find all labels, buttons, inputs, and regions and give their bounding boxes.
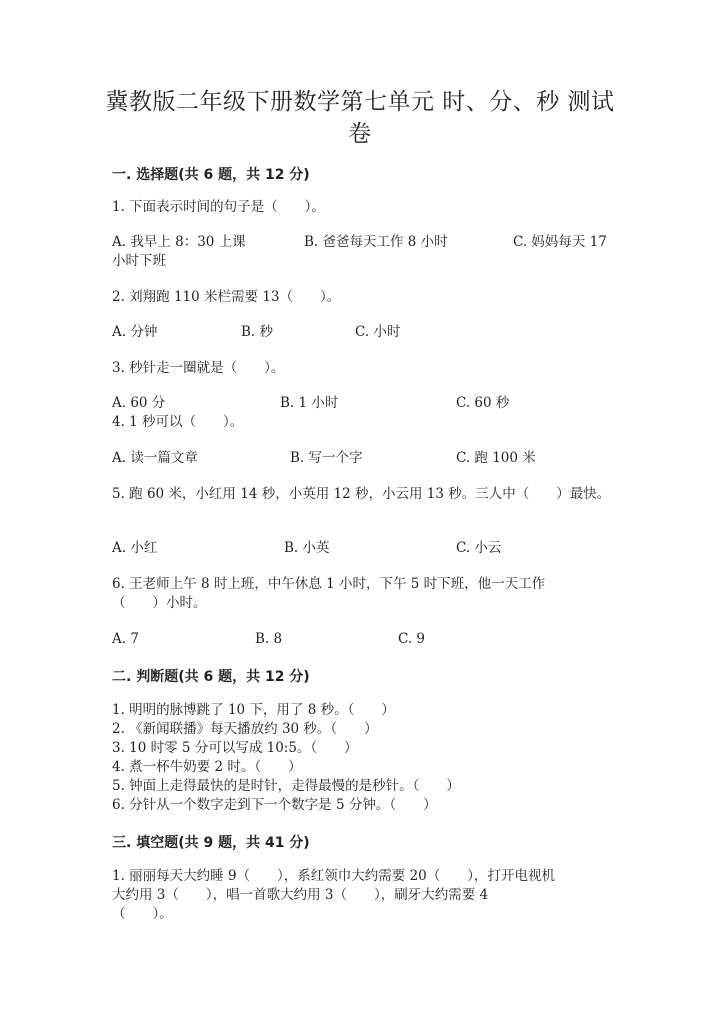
question-6-stem: 6. 王老师上午 8 时上班，中午休息 1 小时，下午 5 时下班，他一天工作 xyxy=(112,576,546,592)
question-1-stem: 1. 下面表示时间的句子是（ ）。 xyxy=(112,199,325,215)
fill-question-1-line-2: 大约用 3（ ），唱一首歌大约用 3（ ），刷牙大约需要 4 xyxy=(112,887,489,903)
question-4-option-c: C. 跑 100 米 xyxy=(456,450,536,466)
fill-question-1-line-1: 1. 丽丽每天大约睡 9（ ），系红领巾大约需要 20（ ），打开电视机 xyxy=(112,868,556,884)
question-3-option-c: C. 60 秒 xyxy=(456,395,510,411)
page-title xyxy=(100,86,620,150)
question-1-option-c-continued: 小时下班 xyxy=(112,253,166,269)
title-line-1: 冀教版二年级下册数学第七单元 时、分、秒 测试 xyxy=(105,89,615,115)
question-2-option-b: B. 秒 xyxy=(241,324,274,340)
question-2-stem: 2. 刘翔跑 110 米栏需要 13（ ）。 xyxy=(112,289,341,305)
question-5-option-b: B. 小英 xyxy=(284,540,330,556)
question-5-stem: 5. 跑 60 米，小红用 14 秒，小英用 12 秒，小云用 13 秒。三人中（ ）最快。 xyxy=(112,486,611,502)
question-6-stem-continued: （ ）小时。 xyxy=(112,595,207,611)
section-heading-judge: 二. 判断题(共 6 题，共 12 分) xyxy=(112,669,310,685)
question-6-option-b: B. 8 xyxy=(255,631,283,647)
question-3-option-b: B. 1 小时 xyxy=(280,395,339,411)
question-2-option-a: A. 分钟 xyxy=(112,324,158,340)
question-4-option-a: A. 读一篇文章 xyxy=(112,450,198,466)
question-1-option-c: C. 妈妈每天 17 xyxy=(513,234,607,250)
judge-item-6: 6. 分针从一个数字走到下一个数字是 5 分钟。（ ） xyxy=(112,797,437,813)
judge-item-3: 3. 10 时零 5 分可以写成 10:5。（ ） xyxy=(112,740,358,756)
judge-item-4: 4. 煮一杯牛奶要 2 时。（ ） xyxy=(112,759,302,775)
question-3-stem: 3. 秒针走一圈就是（ ）。 xyxy=(112,360,285,376)
question-6-option-c: C. 9 xyxy=(398,631,426,647)
section-heading-choice: 一. 选择题(共 6 题，共 12 分) xyxy=(112,167,310,183)
question-5-option-c: C. 小云 xyxy=(456,540,502,556)
question-3-option-a: A. 60 分 xyxy=(112,395,166,411)
question-1-option-b: B. 爸爸每天工作 8 小时 xyxy=(304,234,448,250)
fill-question-1-line-3: （ ）。 xyxy=(112,906,173,922)
section-heading-fill: 三. 填空题(共 9 题，共 41 分) xyxy=(112,835,310,851)
judge-item-5: 5. 钟面上走得最快的是时针，走得最慢的是秒针。（ ） xyxy=(112,778,460,794)
question-4-option-b: B. 写一个字 xyxy=(290,450,363,466)
judge-item-1: 1. 明明的脉博跳了 10 下，用了 8 秒。（ ） xyxy=(112,702,395,718)
question-2-option-c: C. 小时 xyxy=(355,324,401,340)
question-5-option-a: A. 小红 xyxy=(112,540,158,556)
question-6-option-a: A. 7 xyxy=(112,631,139,647)
question-1-option-a: A. 我早上 8：30 上课 xyxy=(112,234,246,250)
title-line-2: 卷 xyxy=(348,121,372,147)
question-4-stem: 4. 1 秒可以（ ）。 xyxy=(112,414,244,430)
judge-item-2: 2. 《新闻联播》每天播放约 30 秒。（ ） xyxy=(112,721,378,737)
